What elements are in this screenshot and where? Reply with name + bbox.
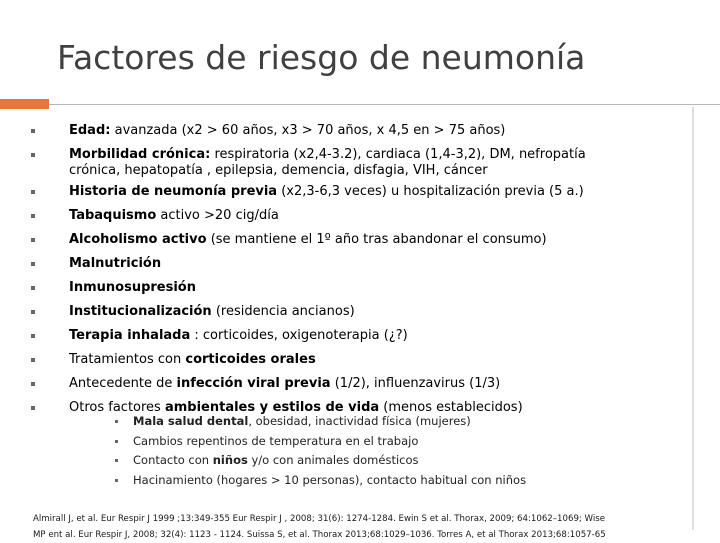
risk-factor-list <box>29 123 689 498</box>
bullet-bold: Inmunosupresión <box>69 280 196 295</box>
bullet-item <box>29 400 689 490</box>
sub-bullet-marker <box>115 420 118 423</box>
bullet-item <box>29 232 689 248</box>
sub-bullet-text: Cambios repentinos de temperatura en el trabajo <box>133 433 419 448</box>
bullet-text: avanzada (x2 > 60 años, x3 > 70 años, x 4,5 en > 75 años) <box>110 123 506 138</box>
references <box>33 511 703 543</box>
bullet-item <box>29 147 689 179</box>
bullet-marker <box>31 153 35 157</box>
bullet-marker <box>31 382 35 386</box>
sub-bullet-bold: niños <box>212 453 248 467</box>
bullet-item <box>29 280 689 296</box>
bullet-text-continuation: crónica, hepatopatía , epilepsia, demencia, disfagia, VIH, cáncer <box>69 163 488 178</box>
bullet-item <box>29 304 689 320</box>
bullet-marker <box>31 310 35 314</box>
sub-bullet-bold: Mala salud dental <box>133 414 249 428</box>
bullet-bold: Malnutrición <box>69 256 162 271</box>
bullet-marker <box>31 238 35 242</box>
sub-bullet-marker <box>115 479 118 482</box>
sub-bullet-marker <box>115 459 118 462</box>
bullet-marker <box>31 358 35 362</box>
reference-line: Almirall J, et al. Eur Respir J 1999 ;13:349-355 Eur Respir J , 2008; 31(6): 1274-1284. Ewin S et al. Thorax, 2009; 64:1062–1069; Wise <box>33 514 606 524</box>
sub-bullet-marker <box>115 440 118 443</box>
bullet-marker <box>31 129 35 133</box>
bullet-marker <box>31 190 35 194</box>
bullet-bold: Tabaquismo <box>69 208 157 223</box>
bullet-text: Otros factores <box>69 400 165 415</box>
bullet-text: (1/2), influenzavirus (1/3) <box>330 376 501 391</box>
bullet-item <box>29 352 689 368</box>
bullet-item <box>29 256 689 272</box>
bullet-marker <box>31 286 35 290</box>
sub-bullet-text: y/o con animales domésticos <box>247 453 419 467</box>
reference-line: MP ent al. Eur Respir J, 2008; 32(4): 1123 - 1124. Suissa S, et al. Thorax 2013;68:1029–1036. Torres A, et al Thorax 2013;68:1057-65 <box>33 530 606 540</box>
sub-bullet-text: , obesidad, inactividad física (mujeres) <box>248 414 471 428</box>
bullet-bold: Alcoholismo activo <box>69 232 207 247</box>
bullet-item <box>29 123 689 139</box>
bullet-item <box>29 328 689 344</box>
bullet-bold: Edad: <box>69 123 111 138</box>
bullet-bold: ambientales y estilos de vida <box>164 400 380 415</box>
bullet-bold: infección viral previa <box>176 376 331 391</box>
title-accent-bar <box>0 99 49 109</box>
bullet-bold: Morbilidad crónica: <box>69 147 211 162</box>
bullet-bold: corticoides orales <box>185 352 316 367</box>
sub-bullet-list <box>69 412 689 490</box>
sub-bullet-item <box>69 451 689 471</box>
sub-bullet-text: Contacto con <box>133 453 213 467</box>
bullet-text: (menos establecidos) <box>379 400 523 415</box>
bullet-text: respiratoria (x2,4-3.2), cardiaca (1,4-3,2), DM, nefropatía <box>210 147 586 162</box>
bullet-item <box>29 376 689 392</box>
bullet-bold: Historia de neumonía previa <box>69 184 278 199</box>
bullet-text: (x2,3-6,3 veces) u hospitalización previa (5 a.) <box>277 184 584 199</box>
slide-title: Factores de riesgo de neumonía <box>57 38 586 77</box>
bullet-bold: Terapia inhalada <box>69 328 191 343</box>
right-decorative-bar <box>692 107 694 530</box>
sub-bullet-item <box>69 432 689 452</box>
bullet-marker <box>31 406 35 410</box>
bullet-item <box>29 184 689 200</box>
bullet-text: : corticoides, oxigenoterapia (¿?) <box>190 328 408 343</box>
bullet-marker <box>31 214 35 218</box>
sub-bullet-text: Hacinamiento (hogares > 10 personas), contacto habitual con niños <box>133 472 527 487</box>
bullet-marker <box>31 262 35 266</box>
sub-bullet-item <box>69 412 689 432</box>
bullet-text: activo >20 cig/día <box>156 208 279 223</box>
sub-bullet-item <box>69 471 689 491</box>
bullet-text: Antecedente de <box>69 376 177 391</box>
bullet-marker <box>31 334 35 338</box>
bullet-text: Tratamientos con <box>69 352 186 367</box>
bullet-text: (se mantiene el 1º año tras abandonar el consumo) <box>206 232 547 247</box>
bullet-bold: Institucionalización <box>69 304 212 319</box>
bullet-item <box>29 208 689 224</box>
bullet-text: (residencia ancianos) <box>211 304 355 319</box>
title-divider <box>49 104 720 105</box>
